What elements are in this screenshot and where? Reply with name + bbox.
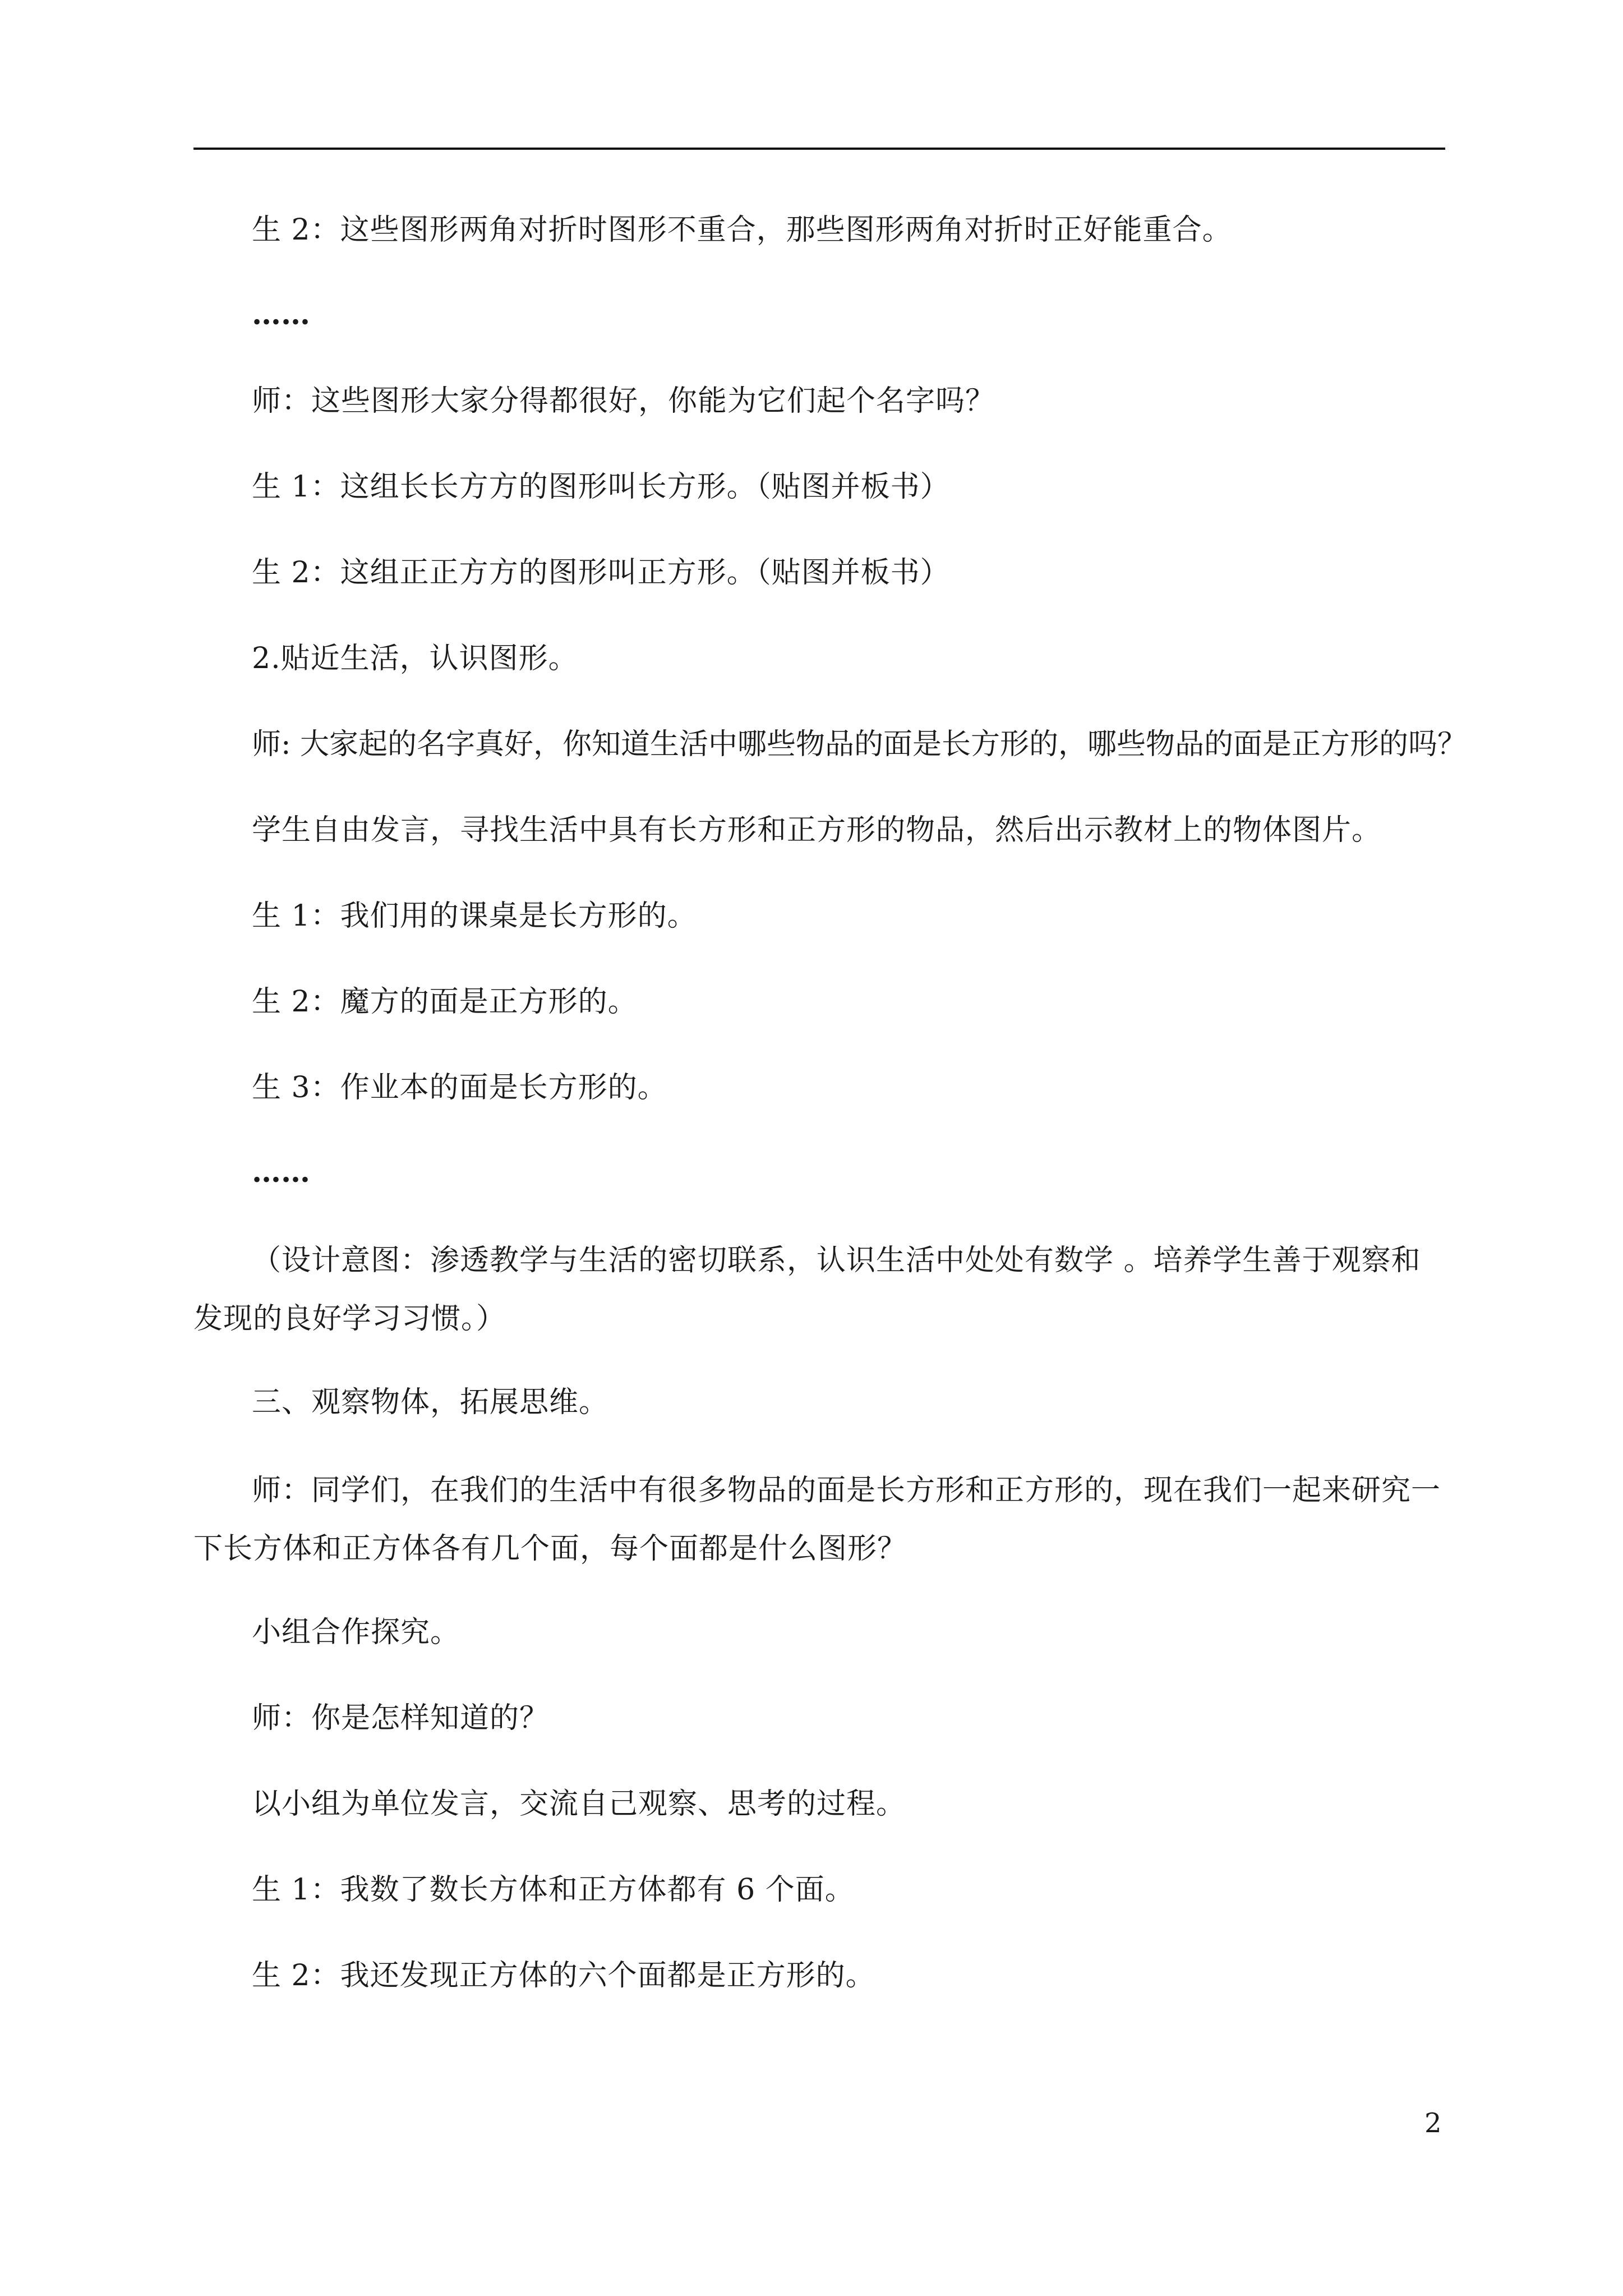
paragraph-ellipsis-2: ……	[252, 1155, 310, 1189]
paragraph-ellipsis-1: ……	[252, 297, 310, 332]
paragraph-design-intent: （设计意图：渗透教学与生活的密切联系，认识生活中处处有数学 。培养学生善于观察和发现的良好学习习惯。）	[193, 1244, 1421, 1336]
paragraph-18: 以小组为单位发言，交流自己观察、思考的过程。	[252, 1787, 906, 1821]
paragraph-17: 师：你是怎样知道的？	[252, 1701, 550, 1735]
paragraph-16: 小组合作探究。	[252, 1616, 460, 1649]
paragraph-20: 生 2：我还发现正方体的六个面都是正方形的。	[252, 1959, 875, 1993]
paragraph-11: 生 3：作业本的面是长方形的。	[252, 1071, 667, 1105]
paragraph-3: 师：这些图形大家分得都很好，你能为它们起个名字吗？	[252, 384, 995, 418]
paragraph-4: 生 1：这组长长方方的图形叫长方形。（贴图并板书）	[252, 470, 950, 504]
paragraph-15: 师：同学们，在我们的生活中有很多物品的面是长方形和正方形的，现在我们一起来研究一下长方体和正方体各有几个面，每个面都是什么图形？	[193, 1474, 1441, 1566]
paragraph-5: 生 2：这组正正方方的图形叫正方形。（贴图并板书）	[252, 556, 950, 590]
paragraph-19: 生 1：我数了数长方体和正方体都有 6 个面。	[252, 1873, 855, 1907]
header-rule	[193, 148, 1445, 150]
paragraph-section-3: 三、观察物体，拓展思维。	[252, 1386, 609, 1419]
paragraph-6: 2.贴近生活，认识图形。	[252, 642, 578, 675]
paragraph-1: 生 2：这些图形两角对折时图形不重合，那些图形两角对折时正好能重合。	[252, 213, 1232, 247]
paragraph-8: 学生自由发言，寻找生活中具有长方形和正方形的物品，然后出示教材上的物体图片。	[252, 813, 1382, 847]
paragraph-7: 师: 大家起的名字真好，你知道生活中哪些物品的面是长方形的，哪些物品的面是正方形的吗？	[252, 728, 1467, 761]
paragraph-10: 生 2：魔方的面是正方形的。	[252, 985, 638, 1019]
paragraph-9: 生 1：我们用的课桌是长方形的。	[252, 899, 697, 933]
page-number: 2	[1424, 2108, 1442, 2139]
